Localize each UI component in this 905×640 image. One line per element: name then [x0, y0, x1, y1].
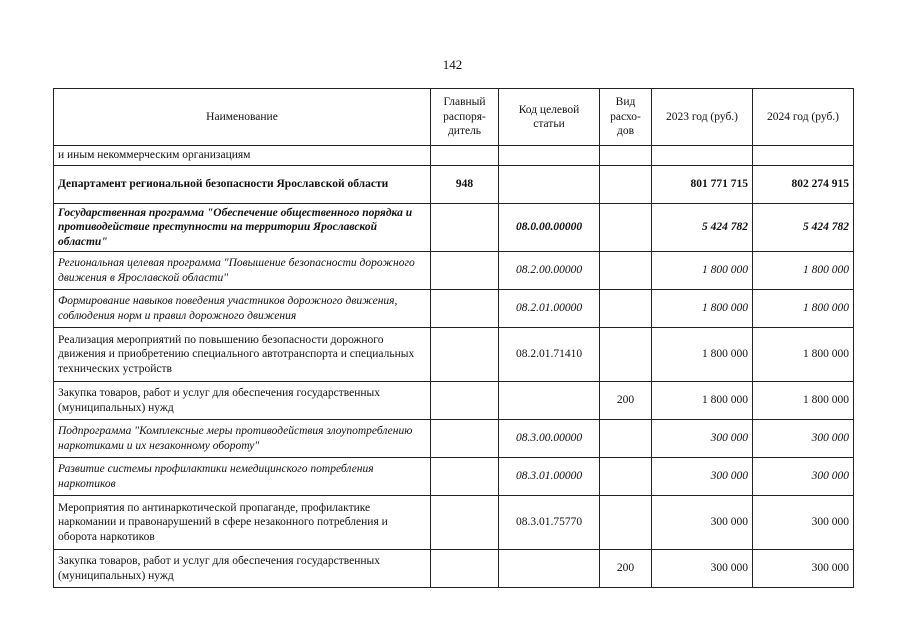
- cell-name: Департамент региональной безопасности Ярославской области: [54, 166, 431, 204]
- cell-2023: 801 771 715: [652, 166, 753, 204]
- table-row: [54, 382, 854, 420]
- table-row: [54, 420, 854, 458]
- cell-name: Региональная целевая программа "Повышение безопасности дорожного движения в Ярославской области": [54, 252, 431, 290]
- table-row: [54, 290, 854, 328]
- cell-kind: [600, 328, 652, 382]
- cell-payer: [431, 458, 499, 496]
- cell-2024: [753, 146, 854, 166]
- cell-payer: [431, 496, 499, 550]
- table-row: [54, 458, 854, 496]
- cell-2023: 5 424 782: [652, 204, 753, 252]
- cell-kind: 200: [600, 550, 652, 588]
- cell-name: и иным некоммерческим организациям: [54, 146, 431, 166]
- table-row: [54, 146, 854, 166]
- header-name: Наименование: [54, 89, 431, 146]
- cell-name: Закупка товаров, работ и услуг для обеспечения государственных (муниципальных) нужд: [54, 382, 431, 420]
- cell-2024: 1 800 000: [753, 290, 854, 328]
- cell-payer: [431, 550, 499, 588]
- cell-code: [499, 382, 600, 420]
- cell-2024: 300 000: [753, 420, 854, 458]
- cell-code: 08.2.01.00000: [499, 290, 600, 328]
- cell-kind: [600, 204, 652, 252]
- page-number: 142: [442, 57, 463, 72]
- cell-name: Реализация мероприятий по повышению безопасности дорожного движения и приобретению специального автотранспорта и специальных технических устройств: [54, 328, 431, 382]
- table-header-row: [54, 89, 854, 146]
- table-row: [54, 496, 854, 550]
- cell-code: [499, 550, 600, 588]
- table-row: [54, 252, 854, 290]
- cell-2023: 300 000: [652, 496, 753, 550]
- cell-kind: [600, 290, 652, 328]
- cell-name: Государственная программа "Обеспечение общественного порядка и противодействие преступности на территории Ярославской области": [54, 204, 431, 252]
- cell-2023: 1 800 000: [652, 252, 753, 290]
- cell-payer: [431, 328, 499, 382]
- cell-kind: [600, 420, 652, 458]
- cell-payer: [431, 252, 499, 290]
- cell-2024: 300 000: [753, 496, 854, 550]
- cell-2024: 300 000: [753, 550, 854, 588]
- cell-2023: 1 800 000: [652, 382, 753, 420]
- cell-2023: 300 000: [652, 458, 753, 496]
- cell-code: [499, 166, 600, 204]
- cell-2024: 1 800 000: [753, 252, 854, 290]
- cell-kind: [600, 166, 652, 204]
- header-payer: Главный распоря-дитель: [431, 89, 499, 146]
- cell-2024: 300 000: [753, 458, 854, 496]
- table-body: [54, 146, 854, 588]
- cell-2023: 300 000: [652, 420, 753, 458]
- cell-kind: [600, 146, 652, 166]
- header-2024: 2024 год (руб.): [753, 89, 854, 146]
- cell-payer: [431, 420, 499, 458]
- table-row: [54, 328, 854, 382]
- cell-kind: [600, 496, 652, 550]
- cell-code: 08.3.01.75770: [499, 496, 600, 550]
- cell-name: Подпрограмма "Комплексные меры противодействия злоупотреблению наркотиками и их незаконному обороту": [54, 420, 431, 458]
- cell-kind: [600, 252, 652, 290]
- cell-code: 08.2.01.71410: [499, 328, 600, 382]
- cell-payer: [431, 382, 499, 420]
- cell-2023: 1 800 000: [652, 290, 753, 328]
- budget-table: [53, 88, 854, 588]
- cell-name: Формирование навыков поведения участников дорожного движения, соблюдения норм и правил дорожного движения: [54, 290, 431, 328]
- header-kind: Вид расхо-дов: [600, 89, 652, 146]
- cell-code: 08.3.00.00000: [499, 420, 600, 458]
- cell-code: [499, 146, 600, 166]
- cell-kind: 200: [600, 382, 652, 420]
- header-2023: 2023 год (руб.): [652, 89, 753, 146]
- cell-code: 08.0.00.00000: [499, 204, 600, 252]
- cell-payer: 948: [431, 166, 499, 204]
- cell-2023: 1 800 000: [652, 328, 753, 382]
- cell-2024: 802 274 915: [753, 166, 854, 204]
- header-code: Код целевой статьи: [499, 89, 600, 146]
- cell-code: 08.2.00.00000: [499, 252, 600, 290]
- cell-kind: [600, 458, 652, 496]
- table-row: [54, 166, 854, 204]
- cell-2023: [652, 146, 753, 166]
- cell-2023: 300 000: [652, 550, 753, 588]
- cell-2024: 1 800 000: [753, 328, 854, 382]
- cell-code: 08.3.01.00000: [499, 458, 600, 496]
- table-row: [54, 550, 854, 588]
- cell-payer: [431, 146, 499, 166]
- cell-name: Развитие системы профилактики немедицинского потребления наркотиков: [54, 458, 431, 496]
- cell-2024: 1 800 000: [753, 382, 854, 420]
- cell-payer: [431, 290, 499, 328]
- cell-payer: [431, 204, 499, 252]
- cell-name: Закупка товаров, работ и услуг для обеспечения государственных (муниципальных) нужд: [54, 550, 431, 588]
- cell-2024: 5 424 782: [753, 204, 854, 252]
- table-row: [54, 204, 854, 252]
- cell-name: Мероприятия по антинаркотической пропаганде, профилактике наркомании и правонарушений в сфере незаконного потребления и оборота наркотиков: [54, 496, 431, 550]
